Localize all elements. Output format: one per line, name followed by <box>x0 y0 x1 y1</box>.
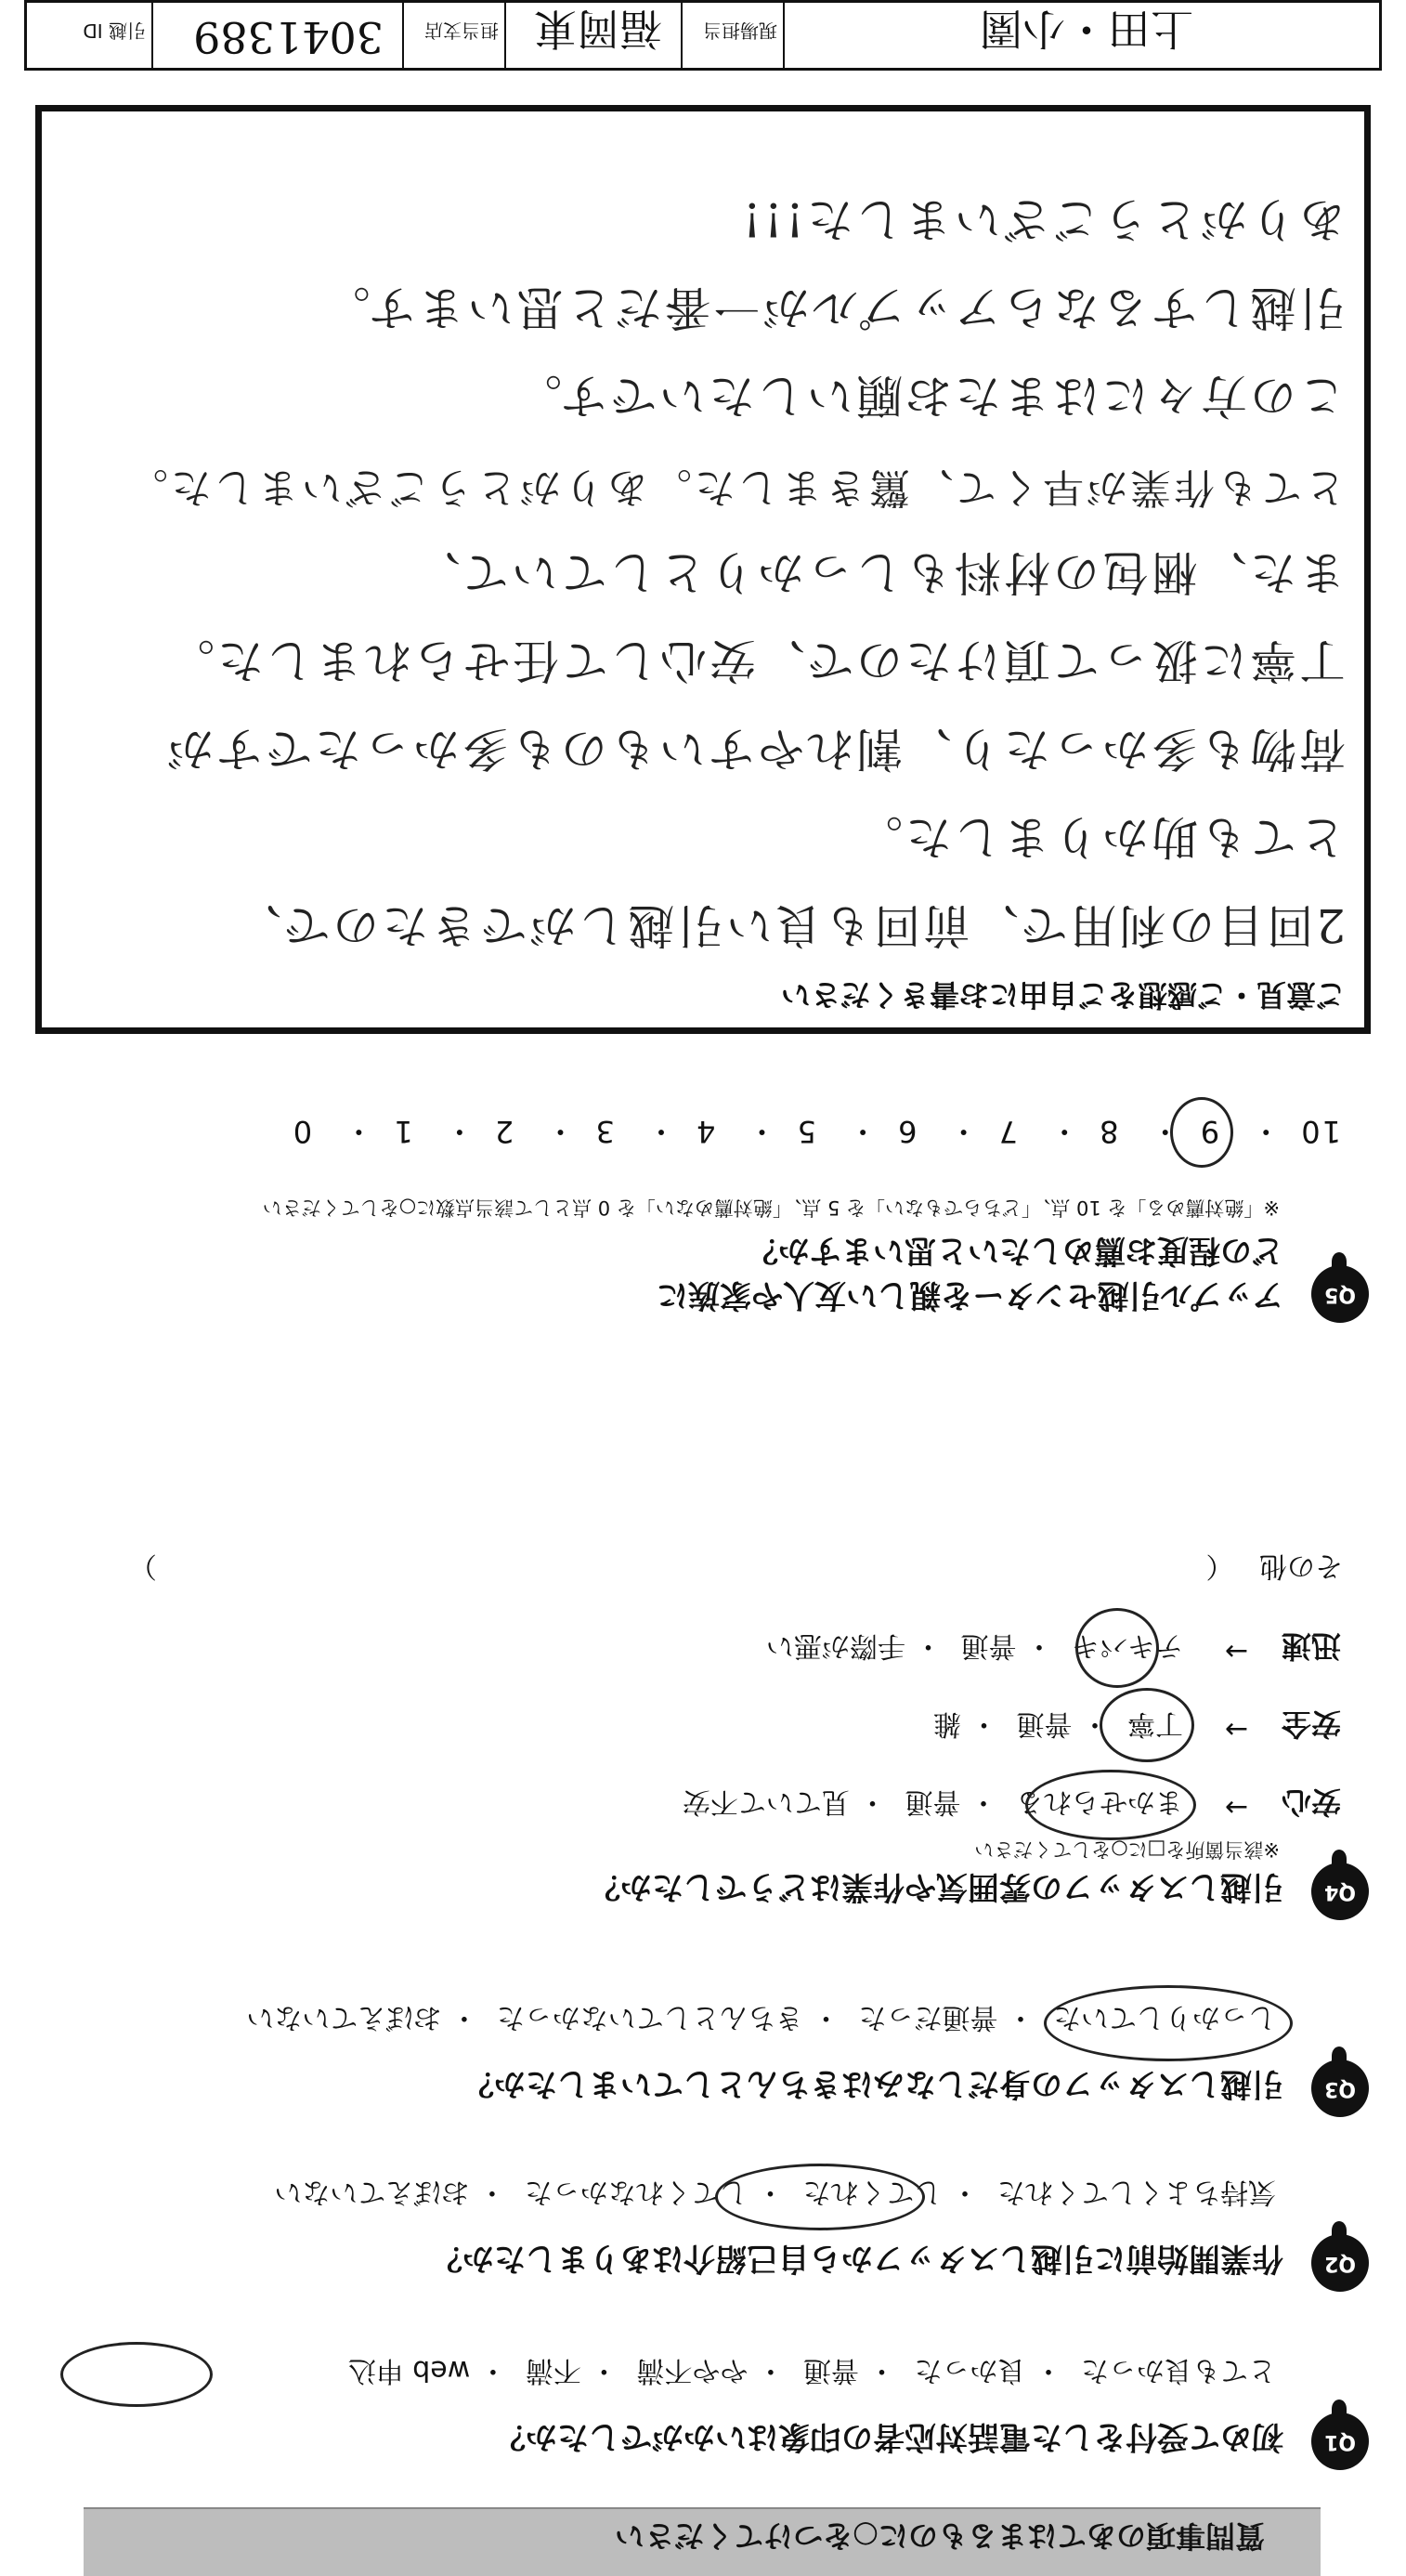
q2-selection-circle <box>715 2164 925 2230</box>
q4-row-label: 安心 <box>1281 1785 1341 1820</box>
q3-text: 引越しスタッフの身だしなみはきちんとしていましたか？ <box>462 2065 1283 2102</box>
q4-text: 引越しスタッフの雰囲気や作業はどうでしたか？ <box>589 1868 1283 1905</box>
q4-row-options: 丁寧・ 普通・ 雑 <box>932 1707 1183 1740</box>
q4-note: ※該当箇所を□に○をしてください <box>974 1838 1280 1861</box>
q2-option[interactable]: してくれなかった <box>524 2176 748 2208</box>
q3-option[interactable]: 普通だった <box>858 2001 998 2033</box>
rating-option[interactable]: 8 <box>1098 1114 1119 1149</box>
comment-line: この方々にはまたお願いしたいです。 <box>513 369 1346 423</box>
q4-other-label: その他 <box>1259 1550 1343 1582</box>
q4-row2-selection-circle <box>1100 1688 1194 1762</box>
q2-text: 作業開始前に引越しスタッフから自己紹介はありましたか？ <box>431 2240 1283 2277</box>
q4-option[interactable]: 普通 <box>905 1785 961 1818</box>
q2-option[interactable]: おぼえていない <box>274 2176 470 2208</box>
q1-option[interactable]: 良かった <box>914 2354 1026 2386</box>
footer-staff-value: 上田・小園 <box>980 4 1193 54</box>
q4-option[interactable]: 普通 <box>960 1629 1017 1662</box>
arrow-right-icon: → <box>1224 1635 1248 1667</box>
rating-option[interactable]: 0 <box>291 1114 313 1149</box>
q2-option[interactable]: 気持ちよくしてくれた <box>997 2176 1276 2208</box>
footer-branch-value: 福岡東 <box>534 4 662 54</box>
question-1 <box>32 2336 1369 2476</box>
comment-line: とても助かりました。 <box>853 810 1346 864</box>
question-3 <box>32 1974 1369 2123</box>
q4-row1-selection-circle <box>1025 1770 1196 1840</box>
question-2 <box>32 2158 1369 2297</box>
q3-selection-circle <box>1044 1985 1293 2061</box>
question-5 <box>32 1048 1369 1327</box>
q5-rating-scale: 10・ 9・ 8・ 7・ 6・ 5・ 4・ 3・ 2・ 1・ 0 <box>291 1114 1341 1149</box>
footer-branch-cell <box>506 3 683 68</box>
comment-line: ありがとうございました!!! <box>739 192 1346 246</box>
q4-other-open: （ <box>1205 1550 1234 1582</box>
rating-option[interactable]: 3 <box>593 1114 615 1149</box>
rating-option[interactable]: 2 <box>492 1114 514 1149</box>
q3-option[interactable]: おぼえていない <box>246 2001 442 2033</box>
q4-row-label: 安全 <box>1281 1706 1341 1742</box>
q2-option[interactable]: してくれた <box>802 2176 943 2208</box>
q4-option[interactable]: まかせられる <box>1016 1785 1183 1818</box>
comment-line: 丁寧に扱って頂けたので、安心して任せられました。 <box>165 634 1346 687</box>
q4-option[interactable]: 雑 <box>932 1707 961 1740</box>
q4-badge: Q4 <box>1311 1863 1369 1920</box>
q5-badge: Q5 <box>1311 1265 1369 1323</box>
instruction-banner <box>84 2507 1321 2576</box>
q2-badge: Q2 <box>1311 2234 1369 2292</box>
q4-row-options: テキパキ・ 普通・ 手際が悪い <box>765 1629 1183 1662</box>
comment-line: また、梱包の材料もしっかりとしていて、 <box>411 545 1346 599</box>
q4-row-options: まかせられる・ 普通・ 見ていて不安 <box>682 1785 1183 1818</box>
instruction-text: 質問事項のあてはまるものに○をつけてください <box>615 2518 1265 2554</box>
comment-line: 引越しするならアップルが一番だと思います。 <box>320 281 1346 334</box>
footer-id-label-cell <box>27 3 153 68</box>
comment-box <box>35 105 1371 1034</box>
footer-staff-label-cell <box>683 3 785 68</box>
footer-staff-label: 現場担当 <box>703 20 777 42</box>
q4-other <box>129 1549 1343 1589</box>
comment-line: 2回目の利用で、前回も良い引越しができたので、 <box>232 898 1346 952</box>
q4-option[interactable]: テキパキ <box>1072 1629 1183 1662</box>
q1-option[interactable]: web 申込 <box>347 2354 471 2386</box>
footer-id-value: 3041389 <box>193 12 384 62</box>
comment-line: とても作業が早くて、驚きました。ありがとうございました。 <box>124 464 1346 511</box>
q4-option[interactable]: 手際が悪い <box>765 1629 905 1662</box>
q1-option[interactable]: とても良かった <box>1081 2354 1276 2386</box>
footer-branch-label-cell <box>404 3 506 68</box>
footer-id-label: 引越 ID <box>83 20 146 42</box>
rating-option[interactable]: 6 <box>896 1114 918 1149</box>
q1-badge: Q1 <box>1311 2413 1369 2470</box>
rating-option[interactable]: 1 <box>392 1114 413 1149</box>
q1-option[interactable]: 普通 <box>802 2354 859 2386</box>
q3-option[interactable]: きちんとしていなかった <box>496 2001 803 2033</box>
comment-line: 荷物も多かったり、割れやすいものも多かったですが <box>164 722 1346 776</box>
q5-selection-circle <box>1170 1097 1233 1168</box>
q3-option[interactable]: しっかりしていた <box>1053 2001 1276 2033</box>
rating-option[interactable]: 10 <box>1299 1114 1341 1149</box>
rating-option[interactable]: 9 <box>1198 1114 1220 1149</box>
q4-row3-selection-circle <box>1075 1608 1159 1688</box>
q1-text: 初めて受付をした電話対応者の印象はいかがでしたか？ <box>494 2418 1283 2455</box>
q4-option[interactable]: 見ていて不安 <box>682 1785 850 1818</box>
q4-option[interactable]: 丁寧 <box>1127 1707 1183 1740</box>
rating-option[interactable]: 7 <box>996 1114 1018 1149</box>
q4-other-close: ） <box>128 1550 157 1582</box>
footer-staff-cell <box>785 3 1379 68</box>
arrow-right-icon: → <box>1224 1713 1248 1746</box>
q1-options: とても良かった・ 良かった・ 普通・ やや不満・ 不満・ web 申込 <box>347 2354 1276 2386</box>
q3-options: しっかりしていた・ 普通だった・ きちんとしていなかった・ おぼえていない <box>246 2001 1276 2033</box>
question-4 <box>32 1619 1369 1926</box>
q5-note: ※「絶対薦める」を 10 点、「どちらでもない」を 5 点、「絶対薦めない」を 0 点として該当点数に○をしてください <box>262 1196 1280 1219</box>
q4-row-label: 迅速 <box>1281 1628 1341 1664</box>
rating-option[interactable]: 4 <box>695 1114 716 1149</box>
q1-selection-circle <box>60 2342 213 2407</box>
arrow-right-icon: → <box>1224 1791 1248 1824</box>
rating-option[interactable]: 5 <box>795 1114 816 1149</box>
footer-table <box>24 0 1382 71</box>
q2-options: 気持ちよくしてくれた・ してくれた・ してくれなかった・ おぼえていない <box>274 2176 1276 2208</box>
q5-text-line2: どの程度お薦めしたいと思いますか？ <box>747 1232 1283 1269</box>
q5-text-line1: アップル引越センターを親しい友人や家族に <box>657 1276 1283 1314</box>
q1-option[interactable]: 不満 <box>525 2354 581 2386</box>
footer-id-cell <box>153 3 404 68</box>
comment-title: ご意見・ご感想をご自由にお書きください <box>780 977 1346 1013</box>
q4-option[interactable]: 普通 <box>1016 1707 1073 1740</box>
q3-badge: Q3 <box>1311 2059 1369 2117</box>
q1-option[interactable]: やや不満 <box>636 2354 749 2386</box>
footer-branch-label: 担当支店 <box>424 20 499 42</box>
